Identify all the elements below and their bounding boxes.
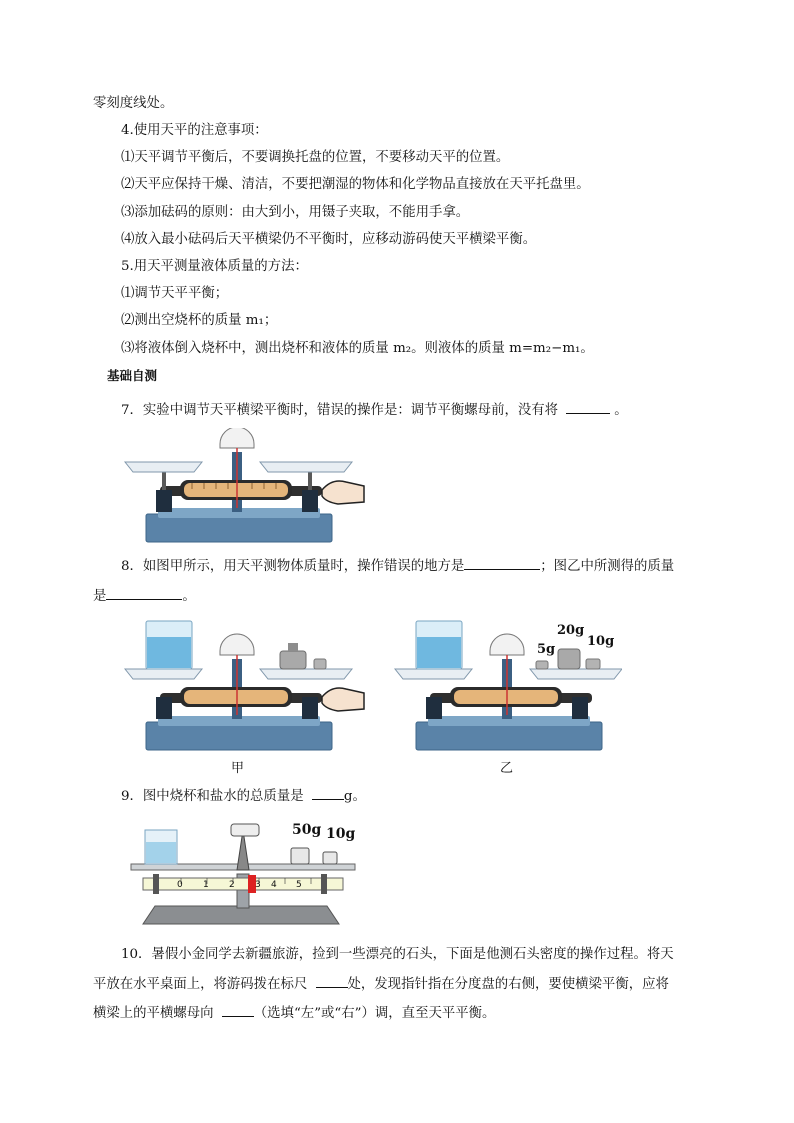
question-8-text-1: 8．如图甲所示，用天平测物体质量时，操作错误的地方是: [121, 559, 465, 574]
answer-blank-q10-direction[interactable]: [222, 1004, 254, 1017]
weight-label-50g: 50g: [292, 822, 322, 838]
scale-tick-4: 4: [271, 880, 277, 890]
question-9-end: g。: [343, 789, 366, 804]
text-line-4: ⑵天平应保持干燥、清洁，不要把潮湿的物体和化学物品直接放在天平托盘里。: [121, 177, 590, 192]
answer-blank-q8-error[interactable]: [464, 557, 540, 570]
question-10-line-2: [93, 975, 669, 994]
question-10-text-3b: （选填“左”或“右”）调，直至天平平衡。: [253, 1006, 496, 1021]
answer-blank-q9[interactable]: [312, 787, 344, 800]
question-7: [121, 401, 628, 420]
scale-tick-1: 1: [203, 880, 209, 890]
balance-figure-jia: [120, 617, 370, 753]
text-line-7: 5.用天平测量液体质量的方法：: [121, 259, 308, 274]
weight-label-10g: 10g: [587, 634, 615, 649]
text-line-5: ⑶添加砝码的原则：由大到小，用镊子夹取，不能用手拿。: [121, 205, 470, 220]
answer-blank-q8-mass[interactable]: [106, 587, 182, 600]
question-8-text-2-end: 。: [182, 589, 196, 604]
text-line-1: 零刻度线处。: [93, 96, 174, 111]
question-8-text-1-end: ；图乙中所测得的质量: [540, 559, 675, 574]
text-line-2: 4.使用天平的注意事项：: [121, 123, 268, 138]
caption-jia: 甲: [231, 761, 245, 776]
question-7-text: 7．实验中调节天平横梁平衡时，错误的操作是：调节平衡螺母前，没有将: [121, 403, 559, 418]
question-7-end: 。: [614, 403, 628, 418]
answer-blank-q7[interactable]: [566, 401, 610, 414]
question-10-line-1: 10．暑假小金同学去新疆旅游，捡到一些漂亮的石头，下面是他测石头密度的操作过程。将天: [121, 947, 674, 962]
answer-blank-q10-position[interactable]: [316, 975, 348, 988]
text-line-6: ⑷放入最小砝码后天平横梁仍不平衡时，应移动游码使天平横梁平衡。: [121, 232, 537, 247]
question-10-text-3a: 横梁上的平横螺母向: [93, 1006, 214, 1021]
question-8-line-2: [93, 587, 196, 606]
balance-figure-q7: [120, 428, 370, 546]
weight-label-20g: 20g: [557, 623, 585, 638]
question-10-line-3: [93, 1004, 495, 1023]
caption-yi: 乙: [500, 761, 514, 776]
scale-tick-3: 3: [255, 880, 261, 890]
text-line-9: ⑵测出空烧杯的质量 m₁；: [121, 313, 278, 328]
text-line-3: ⑴天平调节平衡后，不要调换托盘的位置，不要移动天平的位置。: [121, 150, 510, 165]
text-line-10: ⑶将液体倒入烧杯中，测出烧杯和液体的质量 m₂。则液体的质量 m=m₂−m₁。: [121, 341, 594, 356]
scale-tick-2: 2: [229, 880, 235, 890]
weight-label-10g-q9: 10g: [326, 826, 356, 842]
question-9-text: 9．图中烧杯和盐水的总质量是: [121, 789, 304, 804]
question-10-text-2a: 平放在水平桌面上，将游码拨在标尺: [93, 977, 308, 992]
question-10-text-2b: 处，发现指针指在分度盘的右侧，要使横梁平衡，应将: [347, 977, 669, 992]
weight-label-5g: 5g: [537, 642, 556, 657]
section-title: 基础自测: [107, 368, 158, 383]
question-8-line-1: [121, 557, 674, 576]
scale-tick-5: 5: [296, 880, 302, 890]
question-8-text-2: 是: [93, 589, 107, 604]
question-9: [121, 787, 366, 806]
scale-tick-0: 0: [177, 880, 183, 890]
text-line-8: ⑴调节天平平衡；: [121, 286, 229, 301]
